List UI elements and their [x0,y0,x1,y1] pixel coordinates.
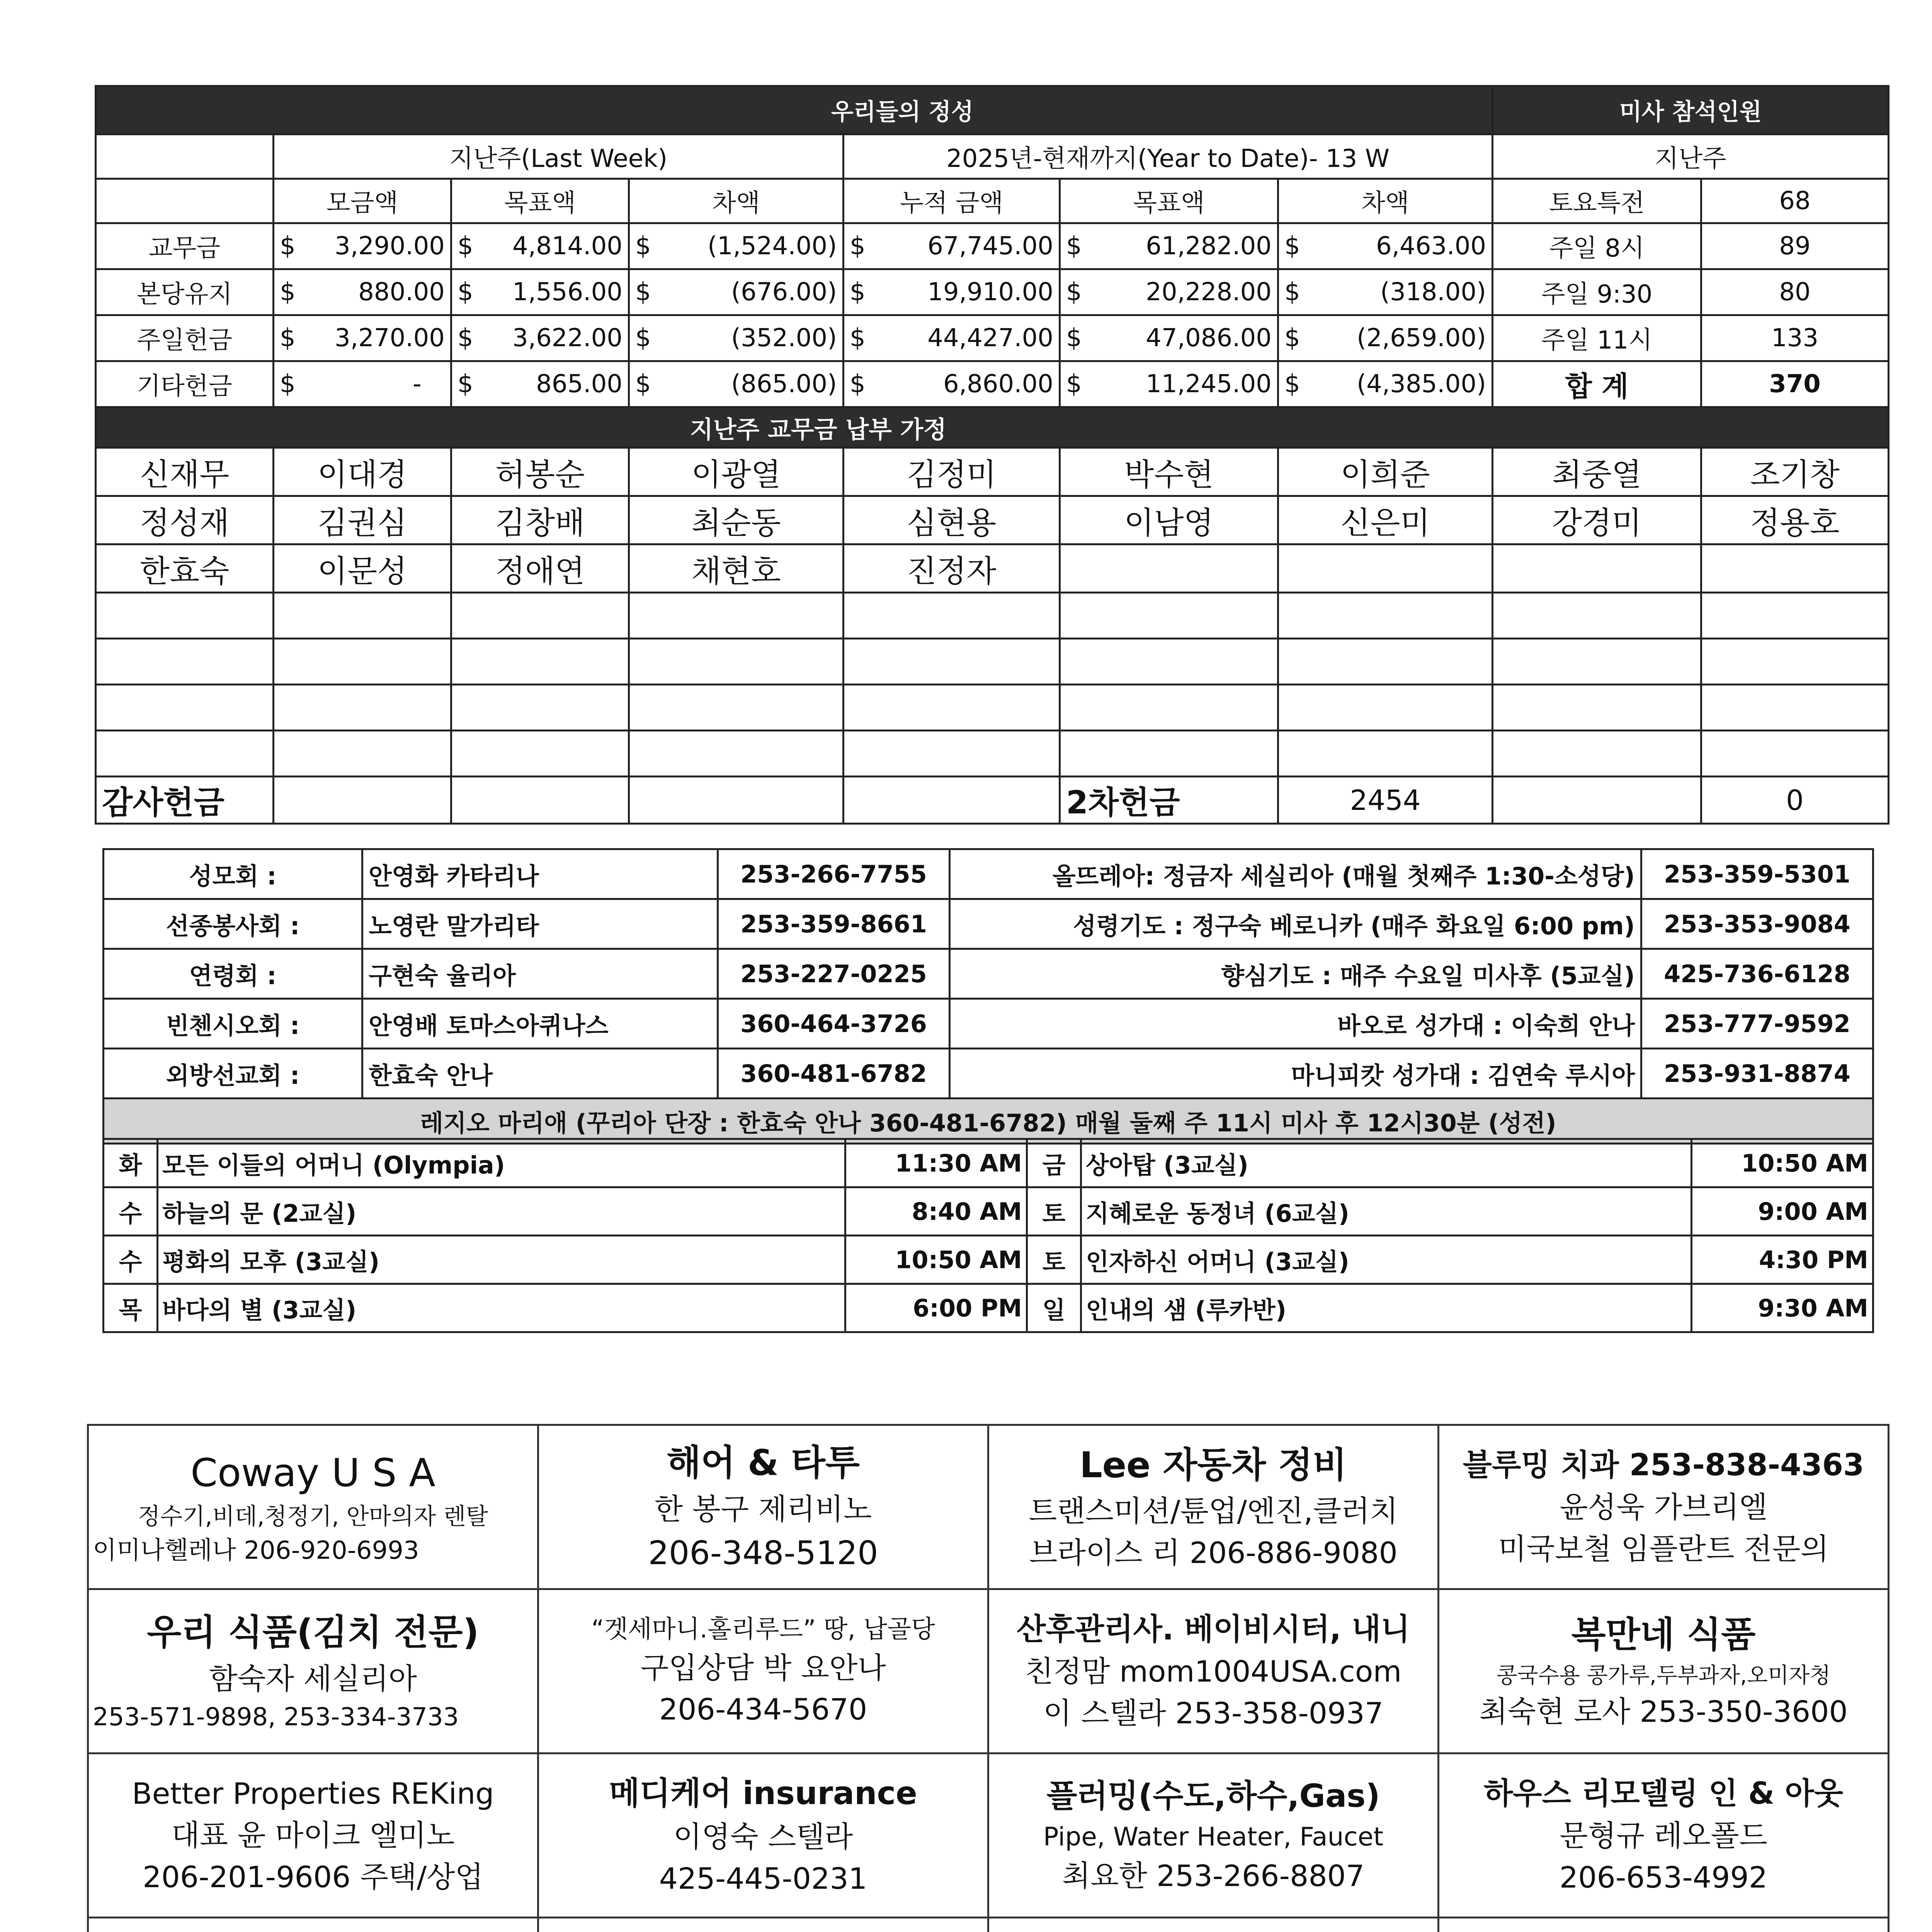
org-right: 올뜨레아: 정금자 세실리아 (매월 첫째주 1:30-소성당) [950,849,1641,899]
empty-cell [1701,685,1889,731]
amount-cell: $ 6,860.00 [844,361,1060,407]
empty-cell [844,731,1060,777]
attendance-mass: 주일 11시 [1493,315,1701,361]
org-right-phone: 253-931-8874 [1641,1049,1873,1099]
org-phone: 360-464-3726 [718,999,950,1049]
empty-cell [844,639,1060,685]
empty-cell [1060,593,1278,639]
org-right: 향심기도 : 매주 수요일 미사후 (5교실) [950,949,1641,999]
org-right-phone: 253-353-9084 [1641,899,1873,949]
legion-table [102,1138,1874,1333]
attendance-title: 미사 참석인원 [1493,86,1889,134]
thanks-offering-label: 감사헌금 [96,777,274,824]
col-header: 차액 [629,179,844,223]
org-right-phone: 425-736-6128 [1641,949,1873,999]
second-offering-value: 2454 [1278,777,1493,824]
ytd-header: 2025년-현재까지(Year to Date)- 13 W [844,134,1493,179]
org-right-phone: 253-777-9592 [1641,999,1873,1049]
empty-cell [1278,685,1493,731]
amount-cell: $ 20,228.00 [1060,269,1278,315]
org-right: 바오로 성가대 : 이숙희 안나 [950,999,1641,1049]
meeting-name: 모든 이들의 어머니 (Olympia) [158,1139,845,1187]
empty-cell [629,639,844,685]
ad-intl-realty [538,1918,988,1932]
tithe-name: 김정미 [844,448,1060,496]
org-person: 안영배 토마스아퀴나스 [362,999,718,1049]
ad-better-properties: Better Properties REKing 대표 윤 마이크 엘미노 206-201-9606 주택/상업 [88,1753,538,1918]
legion-banner: 레지오 마리애 (꾸리아 단장 : 한효숙 안나 360-481-6782) 매월 둘째 주 11시 미사 후 12시30분 (성전) [104,1099,1873,1144]
ad-unibank [1439,1918,1889,1932]
tithe-name: 채현호 [629,544,844,593]
row-label: 본당유지 [96,269,274,315]
ad-medicare: 메디케어 insurance 이영숙 스텔라 425-445-0231 [538,1753,988,1918]
meeting-time: 10:50 AM [845,1236,1027,1284]
meeting-time: 10:50 AM [1692,1139,1873,1187]
amount-cell: $ - [274,361,451,407]
offering-title: 우리들의 정성 [96,86,1493,134]
amount-cell: $ 11,245.00 [1060,361,1278,407]
org-person: 안영화 카타리나 [362,849,718,899]
last-week-header: 지난주(Last Week) [274,134,844,179]
ad-gethsemane: “겟세마니.홀리루드” 땅, 납골당 구입상담 박 요안나 206-434-5670 [538,1589,988,1753]
tithe-name: 이대경 [274,448,451,496]
tithe-name: 최순동 [629,496,844,544]
org-phone: 253-266-7755 [718,849,950,899]
org-phone: 253-227-0225 [718,949,950,999]
empty-cell [451,593,629,639]
amount-cell: $ (4,385.00) [1278,361,1493,407]
row-label: 주일헌금 [96,315,274,361]
row-label: 교무금 [96,223,274,269]
amount-cell: $ 4,814.00 [451,223,629,269]
empty-cell [451,639,629,685]
amount-cell: $ (318.00) [1278,269,1493,315]
empty-cell [1493,777,1701,824]
empty-cell [629,593,844,639]
empty-cell [1278,593,1493,639]
ad-ace-bodyshop [88,1918,538,1932]
empty-cell [629,777,844,824]
amount-cell: $ 47,086.00 [1060,315,1278,361]
amount-cell: $ 19,910.00 [844,269,1060,315]
org-name: 연령회 : [104,949,362,999]
amount-cell: $ 3,622.00 [451,315,629,361]
amount-cell: $ 67,745.00 [844,223,1060,269]
empty-cell [96,731,274,777]
blank-cell [96,134,274,179]
second-offering-other: 0 [1701,777,1889,824]
amount-cell: $ 865.00 [451,361,629,407]
empty-cell [844,777,1060,824]
empty-cell [96,685,274,731]
meeting-day: 수 [104,1236,158,1284]
empty-cell [274,639,451,685]
attendance-count: 89 [1701,223,1889,269]
empty-cell [274,777,451,824]
meeting-time: 4:30 PM [1692,1236,1873,1284]
meeting-name: 인자하신 어머니 (3교실) [1081,1236,1692,1284]
amount-cell: $ 44,427.00 [844,315,1060,361]
amount-cell: $ (1,524.00) [629,223,844,269]
meeting-name: 인내의 샘 (루카반) [1081,1284,1692,1332]
org-right: 마니피캇 성가대 : 김연숙 루시아 [950,1049,1641,1099]
tithe-name: 이문성 [274,544,451,593]
empty-cell [1278,639,1493,685]
empty-cell [1060,639,1278,685]
amount-cell: $ 3,270.00 [274,315,451,361]
tithe-name: 정용호 [1701,496,1889,544]
ad-remodel: 하우스 리모델링 인 & 아웃 문형규 레오폴드 206-653-4992 [1439,1753,1889,1918]
tithe-name [1060,544,1278,593]
ad-yangpyeong [988,1918,1439,1932]
tithe-name: 허봉순 [451,448,629,496]
amount-cell: $ (352.00) [629,315,844,361]
attendance-count: 68 [1701,179,1889,223]
org-person: 노영란 말가리타 [362,899,718,949]
attendance-count: 80 [1701,269,1889,315]
empty-cell [274,593,451,639]
tithe-name: 강경미 [1493,496,1701,544]
empty-cell [274,731,451,777]
tithe-name [1493,544,1701,593]
empty-cell [1493,593,1701,639]
meeting-time: 6:00 PM [845,1284,1027,1332]
meeting-name: 하늘의 문 (2교실) [158,1187,845,1236]
meeting-name: 지혜로운 동정녀 (6교실) [1081,1187,1692,1236]
amount-cell: $ (676.00) [629,269,844,315]
empty-cell [844,593,1060,639]
tithe-name: 진정자 [844,544,1060,593]
meeting-name: 상아탑 (3교실) [1081,1139,1692,1187]
meeting-day: 토 [1027,1187,1081,1236]
empty-cell [629,685,844,731]
ad-postpartum: 산후관리사. 베이비시터, 내니 친정맘 mom1004USA.com 이 스텔라 253-358-0937 [988,1589,1439,1753]
amount-cell: $ 880.00 [274,269,451,315]
offering-table [95,85,1889,825]
ad-blooming: 블루밍 치과 253-838-4363 윤성욱 가브리엘 미국보철 임플란트 전문의 [1439,1425,1889,1589]
org-phone: 253-359-8661 [718,899,950,949]
attendance-mass: 주일 8시 [1493,223,1701,269]
meeting-name: 바다의 별 (3교실) [158,1284,845,1332]
amount-cell: $ 3,290.00 [274,223,451,269]
empty-cell [1701,639,1889,685]
org-name: 성모회 : [104,849,362,899]
ad-plumbing: 플러밍(수도,하수,Gas) Pipe, Water Heater, Faucet 최요한 253-266-8807 [988,1753,1439,1918]
col-header: 목표액 [1060,179,1278,223]
ad-hair: 해어 & 타투 한 봉구 제리비노 206-348-5120 [538,1425,988,1589]
empty-cell [1060,731,1278,777]
org-person: 구현숙 율리아 [362,949,718,999]
attendance-count: 133 [1701,315,1889,361]
meeting-time: 8:40 AM [845,1187,1027,1236]
ad-coway: Coway U S A 정수기,비데,청정기, 안마의자 렌탈 이미나헬레나 206-920-6993 [88,1425,538,1589]
ads-grid [87,1424,1889,1932]
tithe-name: 박수현 [1060,448,1278,496]
amount-cell: $ (865.00) [629,361,844,407]
attendance-mass: 주일 9:30 [1493,269,1701,315]
tithe-name: 정애연 [451,544,629,593]
empty-cell [451,777,629,824]
ad-lee-auto: Lee 자동차 정비 트랜스미션/튠업/엔진,클러치 브라이스 리 206-886-9080 [988,1425,1439,1589]
meeting-day: 일 [1027,1284,1081,1332]
empty-cell [1701,731,1889,777]
amount-cell: $ 61,282.00 [1060,223,1278,269]
ad-woori: 우리 식품(김치 전문) 함숙자 세실리아 253-571-9898, 253-334-3733 [88,1589,538,1753]
ad-bokmane: 복만네 식품 콩국수용 콩가루,두부과자,오미자청 최숙현 로사 253-350-3600 [1439,1589,1889,1753]
meeting-day: 화 [104,1139,158,1187]
tithe-name: 이광열 [629,448,844,496]
meeting-time: 9:30 AM [1692,1284,1873,1332]
empty-cell [274,685,451,731]
amount-cell: $ 6,463.00 [1278,223,1493,269]
organizations-table [102,848,1874,1145]
col-header: 목표액 [451,179,629,223]
org-person: 한효숙 안나 [362,1049,718,1099]
col-header: 모금액 [274,179,451,223]
empty-cell [96,639,274,685]
amount-cell: $ (2,659.00) [1278,315,1493,361]
empty-cell [1493,639,1701,685]
empty-cell [629,731,844,777]
meeting-name: 평화의 모후 (3교실) [158,1236,845,1284]
attendance-mass: 토요특전 [1493,179,1701,223]
empty-cell [1278,731,1493,777]
attendance-total: 370 [1701,361,1889,407]
meeting-time: 9:00 AM [1692,1187,1873,1236]
meeting-day: 수 [104,1187,158,1236]
tithe-name [1278,544,1493,593]
meeting-day: 목 [104,1284,158,1332]
empty-cell [451,685,629,731]
tithe-name: 심현용 [844,496,1060,544]
tithe-name: 정성재 [96,496,274,544]
org-name: 외방선교회 : [104,1049,362,1099]
amount-cell: $ 1,556.00 [451,269,629,315]
meeting-day: 금 [1027,1139,1081,1187]
tithe-name: 신은미 [1278,496,1493,544]
attendance-total-label: 합 계 [1493,361,1701,407]
tithe-name: 김창배 [451,496,629,544]
attendance-last-week: 지난주 [1493,134,1889,179]
tithe-name: 한효숙 [96,544,274,593]
tithe-name: 김권심 [274,496,451,544]
empty-cell [451,731,629,777]
tithe-name: 이희준 [1278,448,1493,496]
tithe-name: 이남영 [1060,496,1278,544]
blank-cell [96,179,274,223]
tithe-name: 신재무 [96,448,274,496]
second-offering-label: 2차헌금 [1060,777,1278,824]
org-right-phone: 253-359-5301 [1641,849,1873,899]
empty-cell [1493,685,1701,731]
org-right: 성령기도 : 정구숙 베로니카 (매주 화요일 6:00 pm) [950,899,1641,949]
tithe-title: 지난주 교무금 납부 가정 [96,407,1889,448]
empty-cell [844,685,1060,731]
tithe-name: 최중열 [1493,448,1701,496]
meeting-day: 토 [1027,1236,1081,1284]
row-label: 기타헌금 [96,361,274,407]
empty-cell [96,593,274,639]
empty-cell [1701,593,1889,639]
org-phone: 360-481-6782 [718,1049,950,1099]
col-header: 차액 [1278,179,1493,223]
tithe-name [1701,544,1889,593]
empty-cell [1060,685,1278,731]
meeting-time: 11:30 AM [845,1139,1027,1187]
col-header: 누적 금액 [844,179,1060,223]
org-name: 빈첸시오회 : [104,999,362,1049]
tithe-name: 조기창 [1701,448,1889,496]
empty-cell [1493,731,1701,777]
org-name: 선종봉사회 : [104,899,362,949]
